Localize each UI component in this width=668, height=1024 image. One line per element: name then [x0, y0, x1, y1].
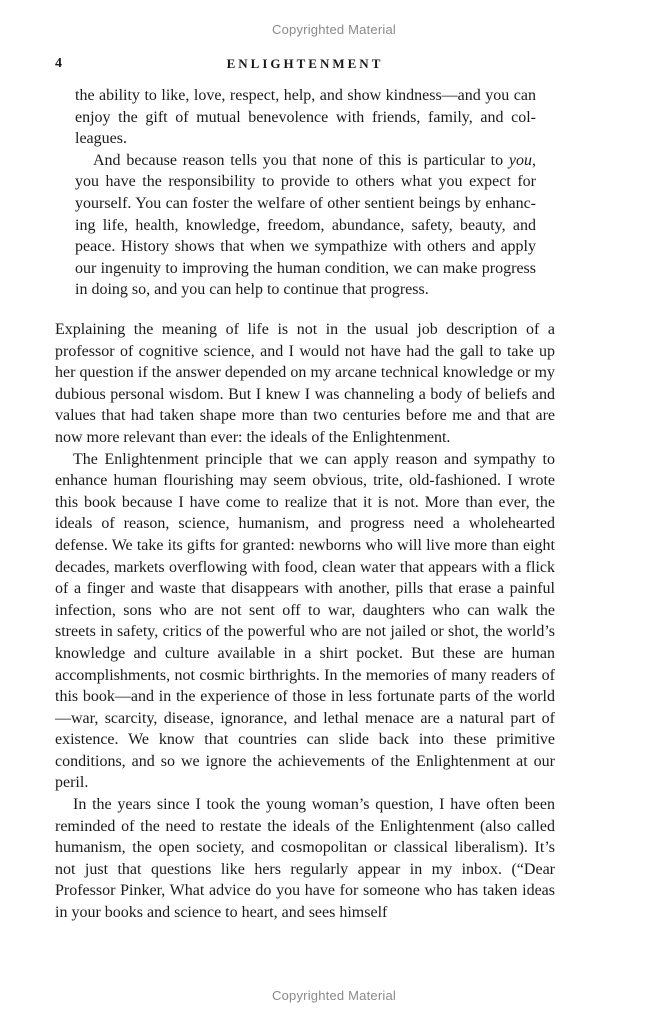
running-title: ENLIGHTENMENT [226, 56, 384, 71]
extract-paragraph-2-end: , you have the responsibility to provide to others what you expect for yourself. You can foster the welfare of other sentient beings by enhancing life, health, knowledge, freedom, abundance, safety, beauty, and peace. History shows that when we sympathize with others and apply our ingenuity to improving the human condition, we can make progress in doing so, and you can help to continue that progress. [75, 151, 536, 299]
body-paragraph-3: In the years since I took the young woman’s question, I have often been reminded of the need to restate the ideals of the Enlightenment (also called humanism, the open society, and cosmopolitan or classical liberalism). It’s not just that questions like hers regularly appear in my inbox. (“Dear Professor Pinker, What advice do you have for someone who has taken ideas in your books and science to heart, and sees himself [55, 796, 555, 922]
body-text [55, 319, 555, 924]
page-number: 4 [55, 56, 62, 71]
running-head [55, 56, 555, 74]
copyright-watermark-bottom: Copyrighted Material [272, 988, 396, 1003]
body-paragraph-2: The Enlightenment principle that we can apply reason and sympathy to enhance human flourishing may seem obvious, trite, old-fashioned. I wrote this book because I have come to realize that it is not. More than ever, the ideals of reason, science, humanism, and progress need a wholehearted defense. We take its gifts for granted: newborns who will live more than eight decades, markets overflowing with food, clean water that appears with a flick of a finger and waste that disappears with another, pills that erase a painful infection, sons who are not sent off to war, daughters who can walk the streets in safety, critics of the powerful who are not jailed or shot, the world’s knowledge and culture available in a shirt pocket. But these are human accomplishments, not cosmic birthrights. In the memories of many readers of this book—and in the experience of those in less fortunate parts of the world—war, scarcity, disease, ignorance, and lethal menace are a natural part of existence. We know that countries can slide back into these primitive conditions, and so we ignore the achievements of the Enlightenment at our peril. [55, 450, 555, 792]
indented-extract [75, 85, 536, 301]
extract-paragraph-1: the ability to like, love, respect, help, and show kindness—and you can enjoy the gift of mutual benevolence with friends, family, and colleagues. [75, 87, 536, 148]
body-paragraph-1: Explaining the meaning of life is not in the usual job description of a professor of cognitive science, and I would not have had the gall to take up her question if the answer depended on my arcane technical knowledge or my dubious personal wisdom. But I knew I was channeling a body of beliefs and values that had taken shape more than two centuries before me and that are now more relevant than ever: the ideals of the Enlightenment. [55, 321, 555, 446]
extract-paragraph-2-start: And because reason tells you that none of this is particular to [93, 151, 509, 169]
extract-paragraph-2 [75, 150, 536, 301]
emphasized-word: you [508, 151, 532, 169]
copyright-watermark-top: Copyrighted Material [272, 22, 396, 37]
